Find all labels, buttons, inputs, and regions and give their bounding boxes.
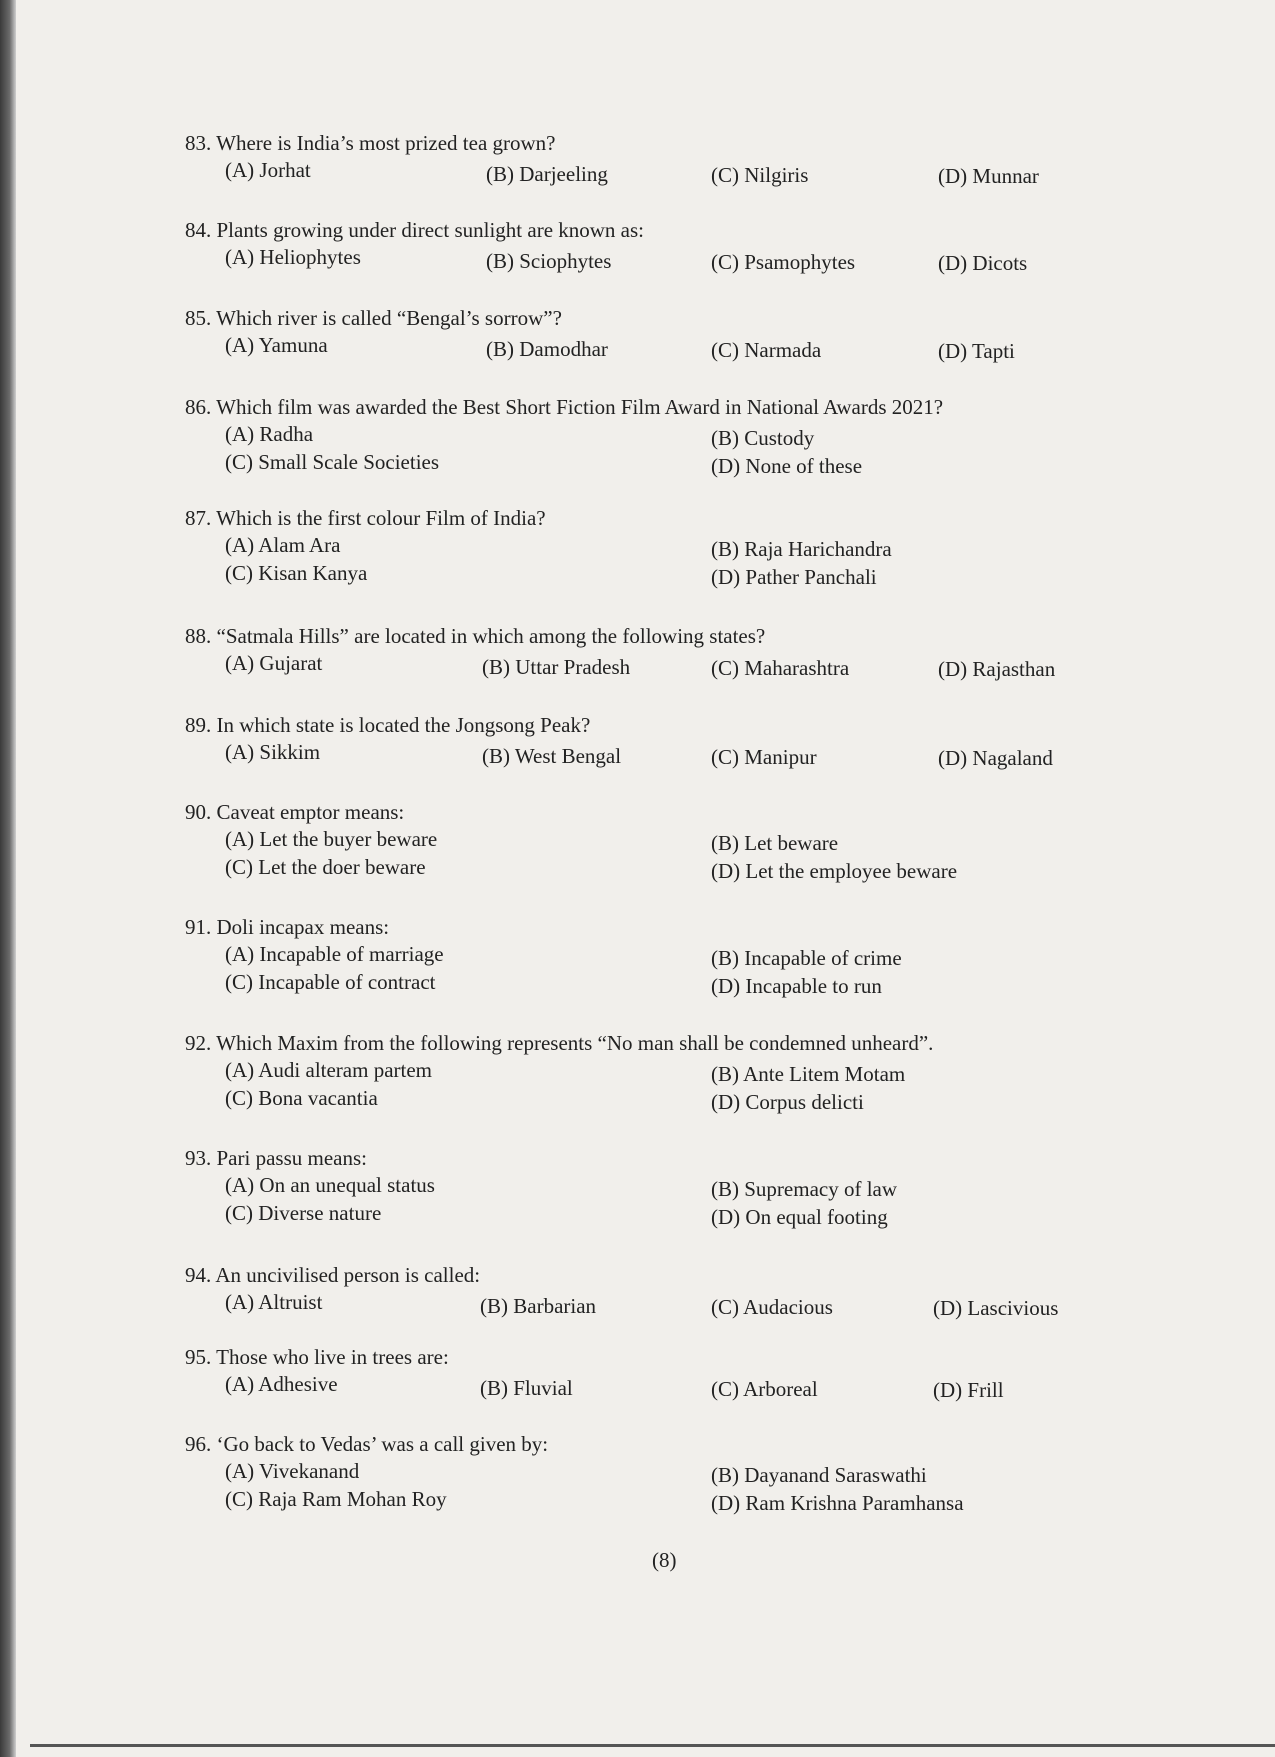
page-number: (8) [652,1548,677,1572]
option-b: (B) Let beware [711,831,839,855]
option-b: (B) Raja Harichandra [711,537,892,561]
option-a: (A) Altruist [225,1290,323,1314]
question-84 [185,217,1105,274]
option-b: (B) Fluvial [480,1376,573,1400]
option-c: (C) Arboreal [711,1377,818,1401]
question-87 [185,505,1105,588]
question-83 [185,130,1105,187]
option-c: (C) Kisan Kanya [225,561,368,585]
option-a: (A) Adhesive [225,1372,338,1396]
option-d: (D) Frill [933,1378,1004,1402]
option-b: (B) Sciophytes [486,249,612,273]
options-row-2 [185,449,1105,477]
option-a: (A) On an unequal status [225,1173,435,1197]
option-b: (B) Darjeeling [486,162,608,186]
option-a: (A) Gujarat [225,651,323,675]
options-row [185,1371,1105,1401]
scan-left-edge [0,0,16,1757]
options-row-1 [185,532,1105,560]
option-c: (C) Incapable of contract [225,970,436,994]
question-88 [185,623,1105,680]
option-b: (B) Ante Litem Motam [711,1062,906,1086]
options-row-2 [185,1085,1105,1113]
option-d: (D) Nagaland [938,746,1053,770]
options-row-1 [185,1458,1105,1486]
question-86 [185,394,1105,477]
scan-bottom-rule [30,1744,1275,1747]
option-d: (D) Corpus delicti [711,1090,864,1114]
option-b: (B) Barbarian [480,1294,597,1318]
option-c: (C) Manipur [711,745,817,769]
option-d: (D) On equal footing [711,1205,888,1229]
question-85 [185,305,1105,362]
options-row-1 [185,1057,1105,1085]
options-row [185,332,1105,362]
option-a: (A) Vivekanand [225,1459,360,1483]
options-row-1 [185,421,1105,449]
option-d: (D) Let the employee beware [711,859,958,883]
option-d: (D) Ram Krishna Paramhansa [711,1491,964,1515]
question-text: 83. Where is India’s most prized tea grown? [185,131,556,155]
option-d: (D) Incapable to run [711,974,882,998]
option-a: (A) Radha [225,422,314,446]
option-c: (C) Psamophytes [711,250,856,274]
options-row-1 [185,826,1105,854]
option-d: (D) Pather Panchali [711,565,877,589]
question-text: 88. “Satmala Hills” are located in which among the following states? [185,624,766,648]
option-a: (A) Sikkim [225,740,321,764]
option-d: (D) Lascivious [933,1296,1059,1320]
options-row [185,244,1105,274]
option-c: (C) Narmada [711,338,822,362]
option-c: (C) Raja Ram Mohan Roy [225,1487,447,1511]
options-row-2 [185,1200,1105,1228]
option-d: (D) None of these [711,454,863,478]
question-92 [185,1030,1105,1113]
question-text: 86. Which film was awarded the Best Short Fiction Film Award in National Awards 2021? [185,395,944,419]
question-text: 94. An uncivilised person is called: [185,1263,481,1287]
options-row [185,739,1105,769]
option-c: (C) Bona vacantia [225,1086,378,1110]
option-c: (C) Audacious [711,1295,833,1319]
option-d: (D) Tapti [938,339,1015,363]
option-a: (A) Alam Ara [225,533,341,557]
option-d: (D) Rajasthan [938,657,1056,681]
option-b: (B) West Bengal [482,744,622,768]
option-a: (A) Jorhat [225,158,311,182]
option-d: (D) Dicots [938,251,1028,275]
question-95 [185,1344,1105,1401]
question-90 [185,799,1105,882]
option-c: (C) Diverse nature [225,1201,382,1225]
option-a: (A) Audi alteram partem [225,1058,433,1082]
options-row [185,650,1105,680]
option-c: (C) Maharashtra [711,656,850,680]
question-text: 96. ‘Go back to Vedas’ was a call given by: [185,1432,549,1456]
options-row-1 [185,941,1105,969]
question-text: 87. Which is the first colour Film of India? [185,506,546,530]
options-row-1 [185,1172,1105,1200]
option-b: (B) Custody [711,426,815,450]
options-row [185,1289,1105,1319]
option-c: (C) Small Scale Societies [225,450,440,474]
option-a: (A) Incapable of marriage [225,942,444,966]
options-row-2 [185,1486,1105,1514]
option-c: (C) Let the doer beware [225,855,426,879]
options-row-2 [185,560,1105,588]
question-text: 84. Plants growing under direct sunlight are known as: [185,218,645,242]
question-94 [185,1262,1105,1319]
question-text: 92. Which Maxim from the following represents “No man shall be condemned unheard”. [185,1031,934,1055]
question-96 [185,1431,1105,1514]
question-text: 89. In which state is located the Jongsong Peak? [185,713,591,737]
question-text: 93. Pari passu means: [185,1146,367,1170]
question-text: 90. Caveat emptor means: [185,800,405,824]
options-row-2 [185,969,1105,997]
question-93 [185,1145,1105,1228]
option-a: (A) Let the buyer beware [225,827,438,851]
option-b: (B) Uttar Pradesh [482,655,631,679]
question-89 [185,712,1105,769]
question-text: 95. Those who live in trees are: [185,1345,449,1369]
question-text: 91. Doli incapax means: [185,915,390,939]
option-b: (B) Damodhar [486,337,608,361]
option-a: (A) Heliophytes [225,245,361,269]
options-row-2 [185,854,1105,882]
question-91 [185,914,1105,997]
option-c: (C) Nilgiris [711,163,809,187]
option-b: (B) Dayanand Saraswathi [711,1463,927,1487]
option-d: (D) Munnar [938,164,1039,188]
options-row [185,157,1105,187]
option-b: (B) Supremacy of law [711,1177,898,1201]
option-b: (B) Incapable of crime [711,946,902,970]
option-a: (A) Yamuna [225,333,328,357]
question-text: 85. Which river is called “Bengal’s sorrow”? [185,306,562,330]
